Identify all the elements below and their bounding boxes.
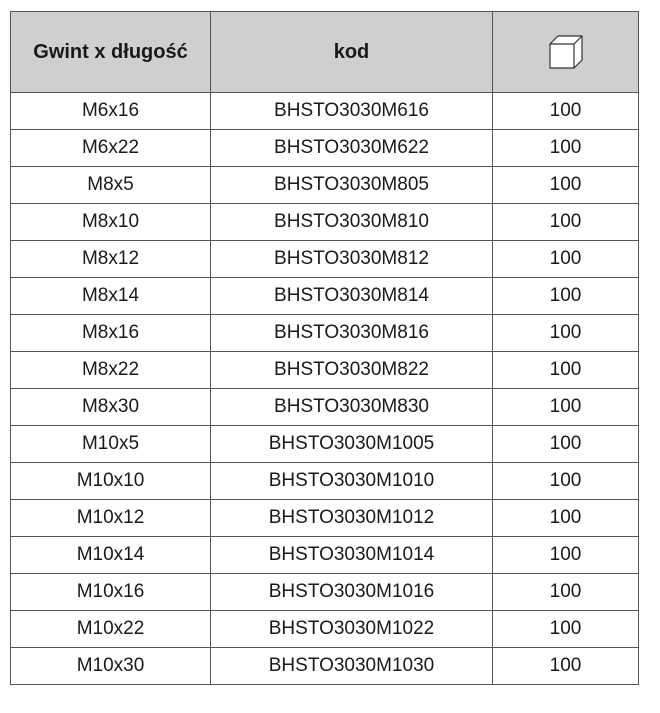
code-cell: BHSTO3030M810 — [211, 204, 493, 241]
code-cell: BHSTO3030M616 — [211, 93, 493, 130]
quantity-cell: 100 — [493, 352, 639, 389]
table-row — [11, 352, 639, 389]
size-cell: M8x10 — [11, 204, 211, 241]
code-cell: BHSTO3030M622 — [211, 130, 493, 167]
quantity-cell: 100 — [493, 204, 639, 241]
code-cell: BHSTO3030M812 — [211, 241, 493, 278]
code-cell: BHSTO3030M1022 — [211, 611, 493, 648]
quantity-cell: 100 — [493, 500, 639, 537]
size-cell: M6x22 — [11, 130, 211, 167]
quantity-cell: 100 — [493, 241, 639, 278]
size-cell: M10x30 — [11, 648, 211, 685]
size-cell: M10x16 — [11, 574, 211, 611]
code-cell: BHSTO3030M1016 — [211, 574, 493, 611]
table-row — [11, 426, 639, 463]
size-cell: M10x10 — [11, 463, 211, 500]
code-cell: BHSTO3030M1005 — [211, 426, 493, 463]
table-row — [11, 93, 639, 130]
quantity-cell: 100 — [493, 389, 639, 426]
code-cell: BHSTO3030M805 — [211, 167, 493, 204]
quantity-cell: 100 — [493, 426, 639, 463]
table-row — [11, 241, 639, 278]
header-code: kod — [211, 12, 493, 93]
quantity-cell: 100 — [493, 167, 639, 204]
quantity-cell: 100 — [493, 315, 639, 352]
table-header-row — [11, 12, 639, 93]
table-row — [11, 130, 639, 167]
size-cell: M8x22 — [11, 352, 211, 389]
quantity-cell: 100 — [493, 648, 639, 685]
table-row — [11, 167, 639, 204]
quantity-cell: 100 — [493, 537, 639, 574]
quantity-cell: 100 — [493, 611, 639, 648]
table-row — [11, 278, 639, 315]
table-row — [11, 574, 639, 611]
size-cell: M10x5 — [11, 426, 211, 463]
size-cell: M6x16 — [11, 93, 211, 130]
header-quantity — [493, 12, 639, 93]
table-row — [11, 537, 639, 574]
box-icon — [546, 32, 586, 72]
code-cell: BHSTO3030M816 — [211, 315, 493, 352]
table-row — [11, 648, 639, 685]
size-cell: M8x12 — [11, 241, 211, 278]
quantity-cell: 100 — [493, 278, 639, 315]
code-cell: BHSTO3030M830 — [211, 389, 493, 426]
size-cell: M10x22 — [11, 611, 211, 648]
size-cell: M8x30 — [11, 389, 211, 426]
code-cell: BHSTO3030M1014 — [211, 537, 493, 574]
table-row — [11, 389, 639, 426]
size-cell: M8x16 — [11, 315, 211, 352]
size-cell: M10x14 — [11, 537, 211, 574]
size-cell: M8x5 — [11, 167, 211, 204]
quantity-cell: 100 — [493, 130, 639, 167]
table-body — [11, 93, 639, 685]
header-thread-length: Gwint x długość — [11, 12, 211, 93]
product-table-container — [10, 11, 638, 685]
table-row — [11, 500, 639, 537]
table-row — [11, 611, 639, 648]
size-cell: M10x12 — [11, 500, 211, 537]
quantity-cell: 100 — [493, 93, 639, 130]
table-row — [11, 204, 639, 241]
quantity-cell: 100 — [493, 463, 639, 500]
code-cell: BHSTO3030M822 — [211, 352, 493, 389]
product-table — [10, 11, 639, 685]
table-row — [11, 315, 639, 352]
code-cell: BHSTO3030M1030 — [211, 648, 493, 685]
table-row — [11, 463, 639, 500]
size-cell: M8x14 — [11, 278, 211, 315]
code-cell: BHSTO3030M1012 — [211, 500, 493, 537]
code-cell: BHSTO3030M814 — [211, 278, 493, 315]
quantity-cell: 100 — [493, 574, 639, 611]
code-cell: BHSTO3030M1010 — [211, 463, 493, 500]
